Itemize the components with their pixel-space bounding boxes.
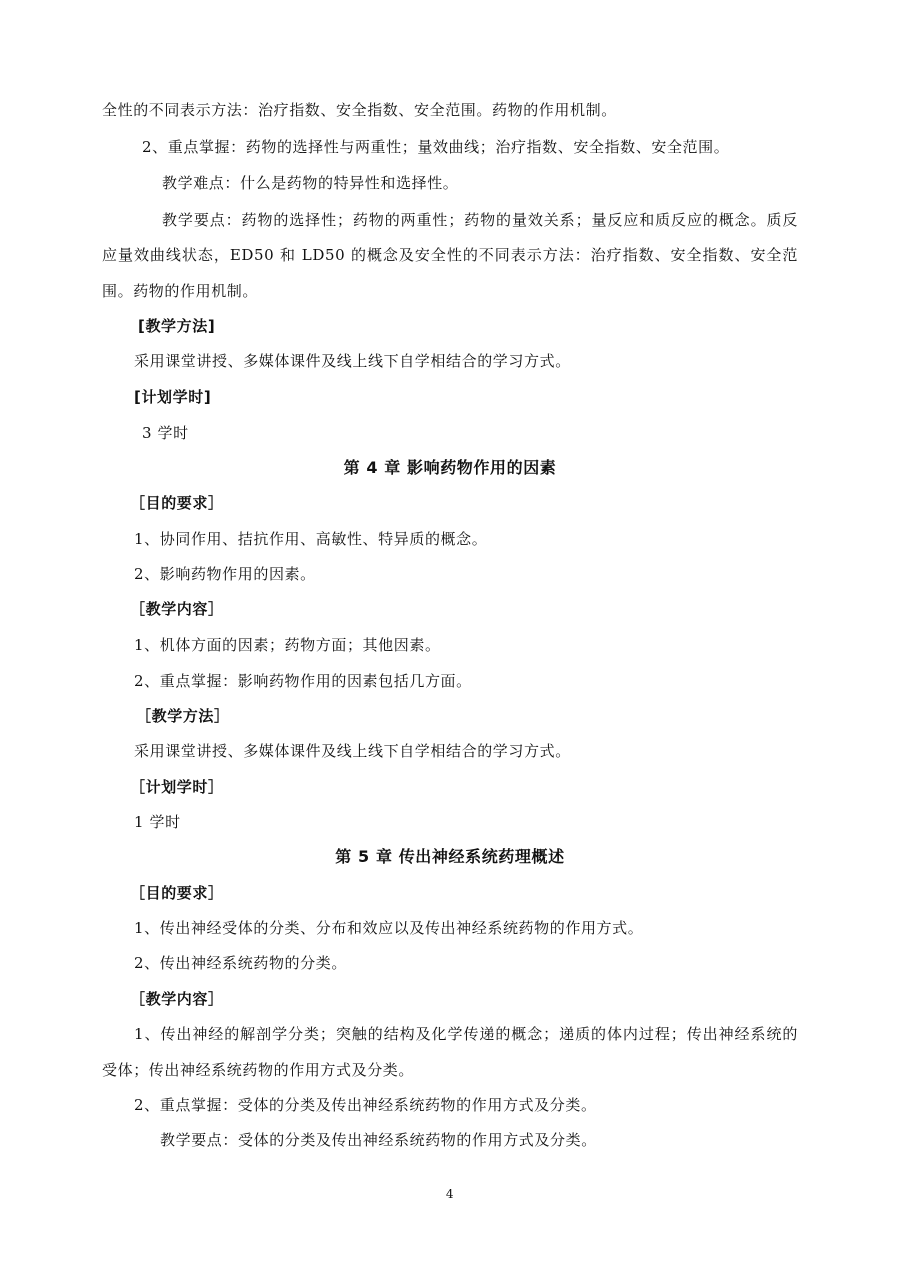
section-heading: [计划学时] [134, 388, 212, 406]
section-heading: ［计划学时］ [130, 778, 224, 796]
section-heading: ［教学内容］ [130, 600, 224, 618]
text-line: 教学难点：什么是药物的特异性和选择性。 [162, 174, 459, 192]
section-heading: [教学方法] [138, 317, 216, 335]
text-line: 2、传出神经系统药物的分类。 [134, 954, 347, 972]
text-line: 全性的不同表示方法：治疗指数、安全指数、安全范围。药物的作用机制。 [102, 101, 617, 119]
text-line: 1、机体方面的因素；药物方面；其他因素。 [134, 636, 441, 654]
text-line: 3 学时 [142, 424, 189, 442]
section-heading: ［目的要求］ [130, 884, 224, 902]
text-line: 2、重点掌握：受体的分类及传出神经系统药物的作用方式及分类。 [134, 1096, 597, 1114]
text-line: 教学要点：药物的选择性；药物的两重性；药物的量效关系；量反应和质反应的概念。质反 [162, 211, 798, 229]
section-heading: ［教学方法］ [136, 707, 230, 725]
text-line: 教学要点：受体的分类及传出神经系统药物的作用方式及分类。 [160, 1131, 597, 1149]
text-line: 2、重点掌握：影响药物作用的因素包括几方面。 [134, 672, 472, 690]
text-line: 1 学时 [134, 813, 181, 831]
section-heading: ［教学内容］ [130, 990, 224, 1008]
text-line: 1、协同作用、拮抗作用、高敏性、特异质的概念。 [134, 530, 488, 548]
text-line: 采用课堂讲授、多媒体课件及线上线下自学相结合的学习方式。 [134, 742, 571, 760]
text-line: 应量效曲线状态，ED50 和 LD50 的概念及安全性的不同表示方法：治疗指数、安全指数、安全范 [102, 246, 798, 264]
text-line: 1、传出神经受体的分类、分布和效应以及传出神经系统药物的作用方式。 [134, 919, 644, 937]
section-heading: ［目的要求］ [130, 494, 224, 512]
text-line: 受体；传出神经系统药物的作用方式及分类。 [102, 1061, 415, 1079]
chapter-title: 第 5 章 传出神经系统药理概述 [335, 847, 565, 866]
page-number: 4 [445, 1187, 455, 1201]
text-line: 采用课堂讲授、多媒体课件及线上线下自学相结合的学习方式。 [134, 352, 571, 370]
chapter-title: 第 4 章 影响药物作用的因素 [343, 458, 557, 477]
text-line: 2、重点掌握：药物的选择性与两重性；量效曲线；治疗指数、安全指数、安全范围。 [142, 138, 730, 156]
text-line: 1、传出神经的解剖学分类；突触的结构及化学传递的概念；递质的体内过程；传出神经系统的 [134, 1025, 798, 1043]
text-line: 围。药物的作用机制。 [102, 282, 259, 300]
text-line: 2、影响药物作用的因素。 [134, 565, 316, 583]
